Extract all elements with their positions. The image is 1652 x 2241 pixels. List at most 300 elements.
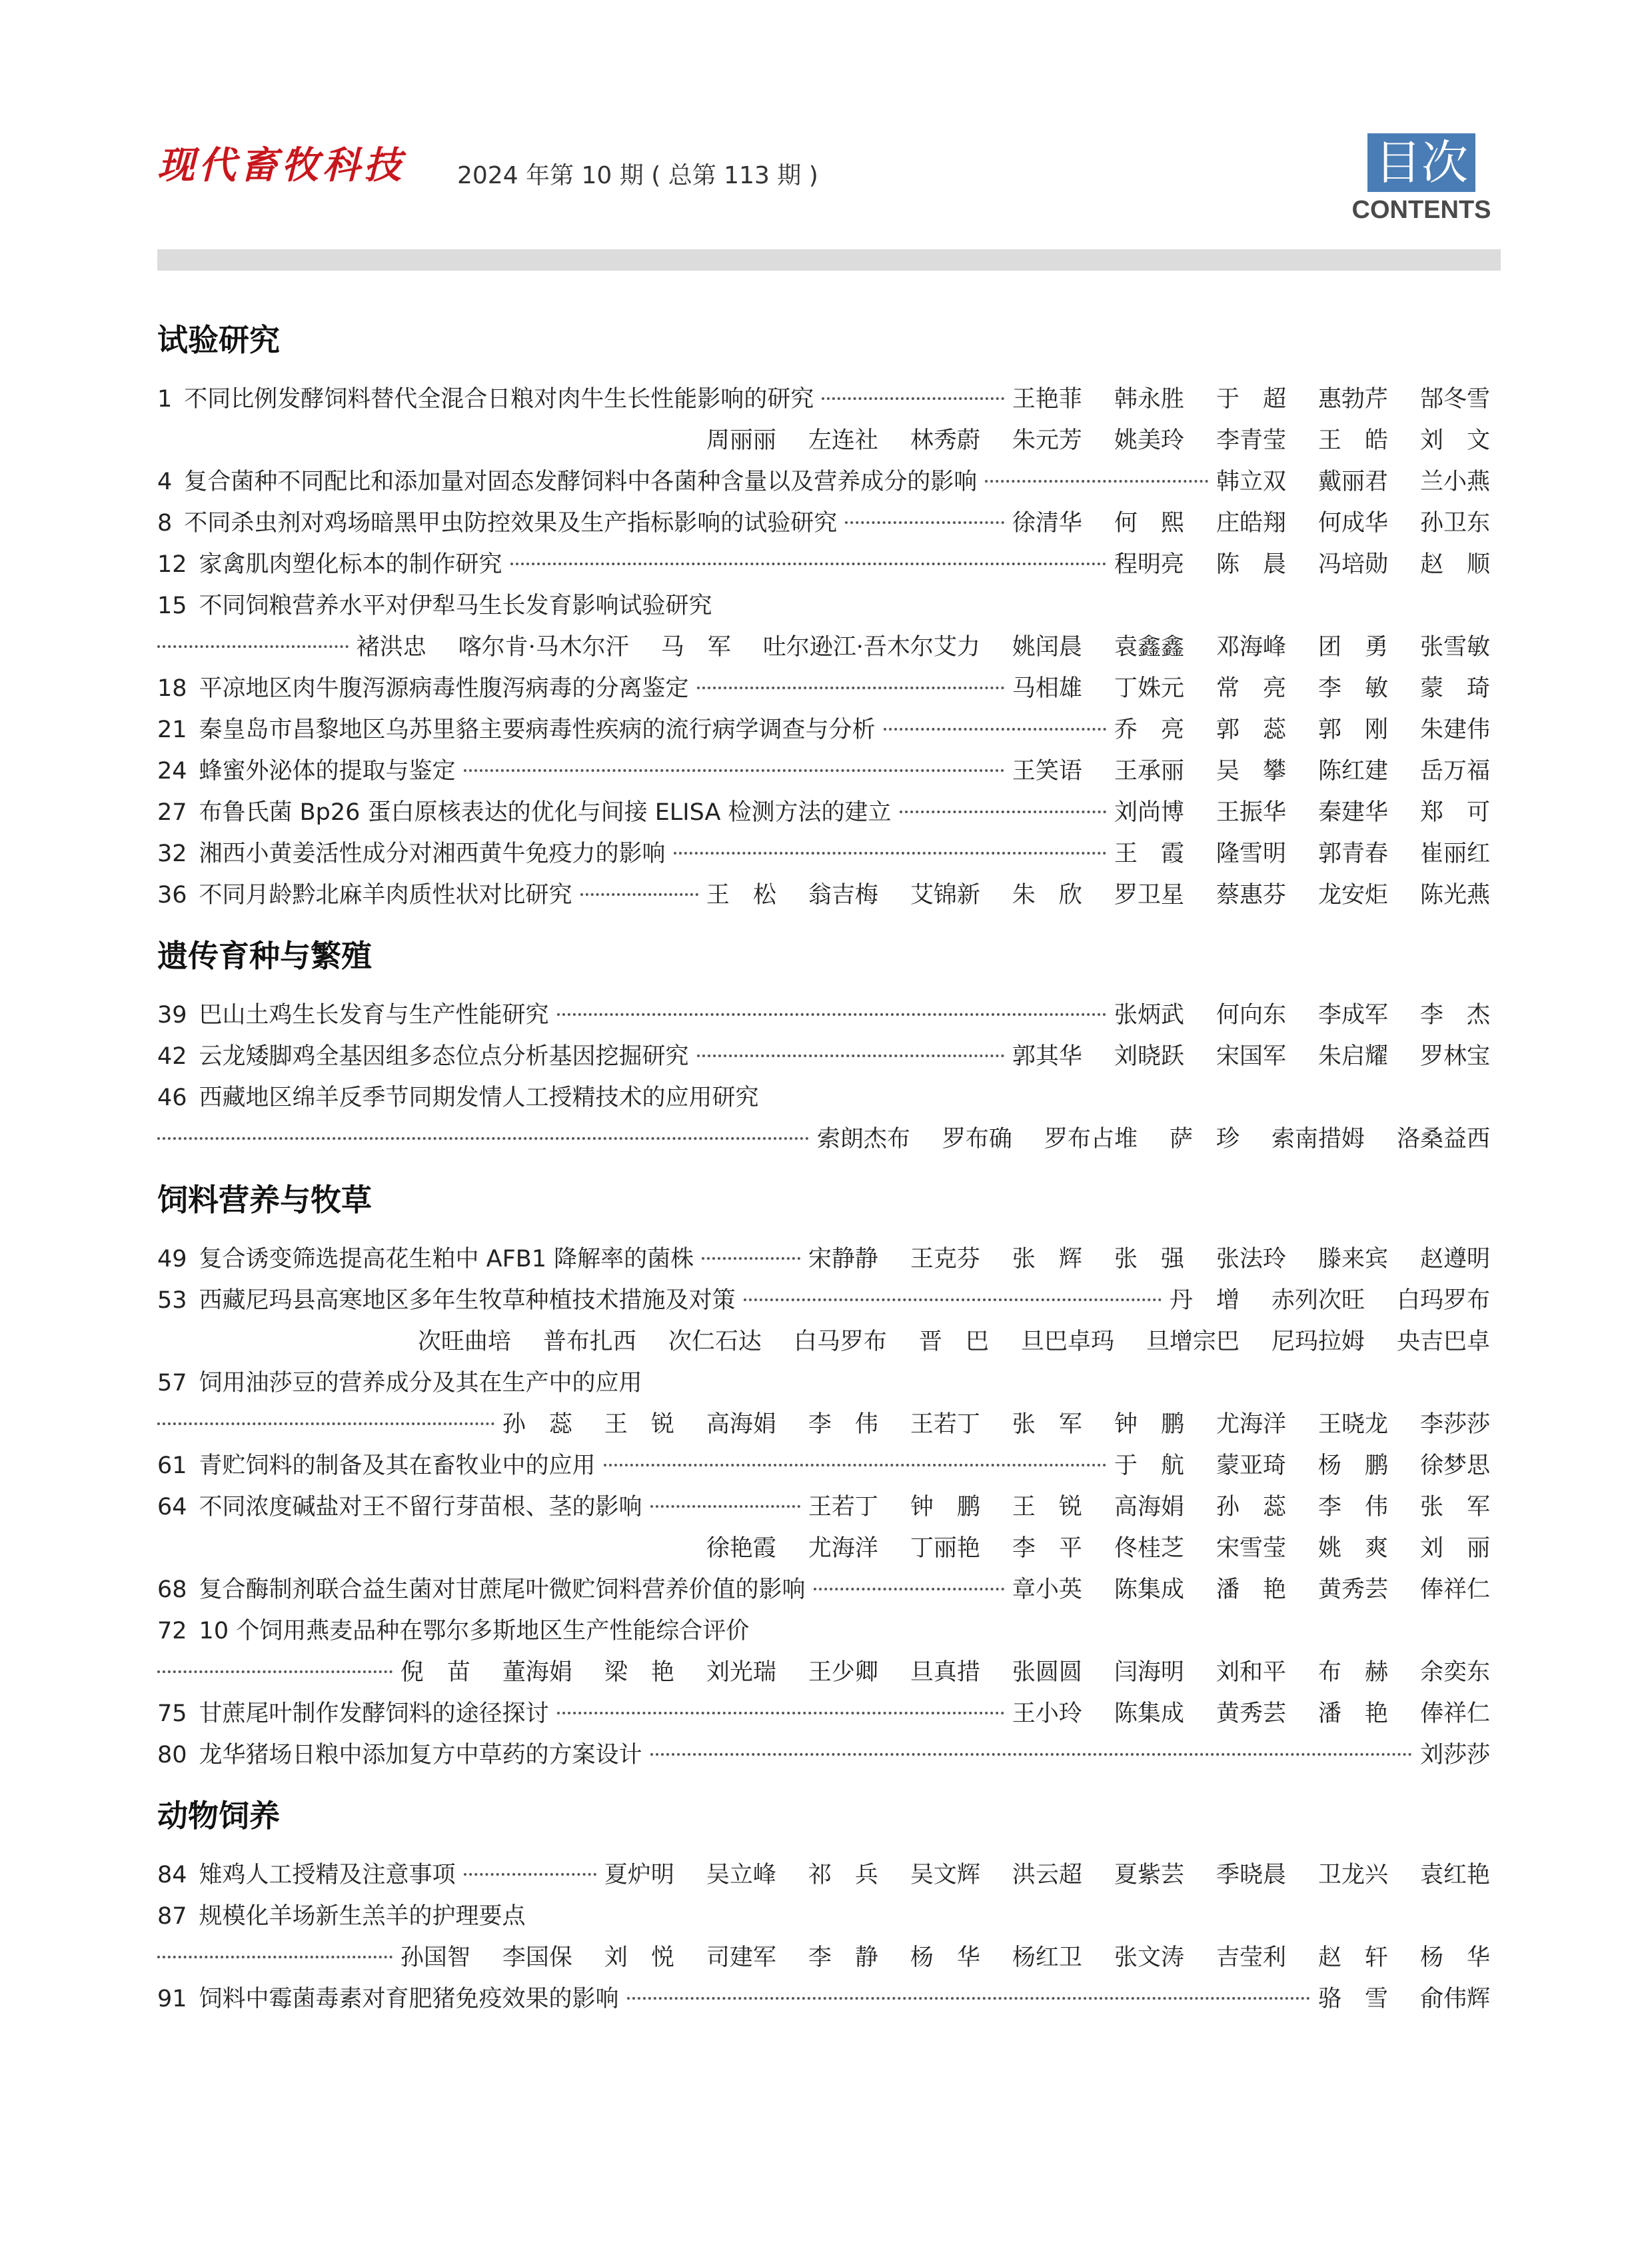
author-name: 刘晓跃: [1114, 1043, 1184, 1070]
author-name: 王小玲: [1012, 1700, 1082, 1727]
author-name: 李莎莎: [1419, 1411, 1490, 1438]
author-name: 杨 鹏: [1317, 1452, 1388, 1479]
author-name: 李 伟: [1317, 1494, 1388, 1520]
author-name: 高海娟: [706, 1411, 776, 1438]
article-title[interactable]: 布鲁氏菌 Bp26 蛋白原核表达的优化与间接 ELISA 检测方法的建立: [199, 799, 892, 826]
page-number: 72: [157, 1618, 187, 1644]
author-name: 郭青春: [1317, 841, 1388, 867]
author-name: 王承丽: [1114, 758, 1184, 785]
author-name: 晋 巴: [918, 1328, 989, 1355]
author-name: 萨 珍: [1169, 1126, 1239, 1152]
dot-leader: [604, 1464, 1106, 1466]
author-name: 祁 兵: [808, 1862, 878, 1888]
article-title[interactable]: 不同饲粮营养水平对伊犁马生长发育影响试验研究: [199, 593, 712, 619]
article-title[interactable]: 规模化羊场新生羔羊的护理要点: [199, 1903, 526, 1930]
author-name: 隆雪明: [1216, 841, 1286, 867]
author-name: 潘 艳: [1317, 1700, 1388, 1727]
author-name: 洛桑益西: [1396, 1126, 1490, 1152]
author-list: [1114, 792, 1490, 833]
author-name: 董海娟: [502, 1659, 572, 1686]
article-title[interactable]: 家禽肌肉塑化标本的制作研究: [199, 551, 502, 578]
article-title[interactable]: 不同比例发酵饲料替代全混合日粮对肉牛生长性能影响的研究: [184, 386, 814, 413]
page-number: 1: [157, 386, 173, 413]
article-title[interactable]: 秦皇岛市昌黎地区乌苏里貉主要病毒性疾病的流行病学调查与分析: [199, 717, 876, 743]
dot-leader: [557, 1712, 1004, 1714]
author-name: 索南措姆: [1271, 1126, 1365, 1152]
dot-leader: [157, 1670, 393, 1673]
author-list: [808, 1238, 1490, 1280]
author-name: 王 锐: [604, 1411, 674, 1438]
dot-leader: [157, 1137, 809, 1140]
toc-entry[interactable]: [157, 833, 1490, 875]
author-name: 何向东: [1216, 1002, 1286, 1029]
article-title[interactable]: 不同浓度碱盐对王不留行芽苗根、茎的影响: [199, 1494, 642, 1520]
toc-entry-continuation: [157, 1321, 1490, 1362]
page-number: 36: [157, 882, 187, 909]
author-name: 姚美玲: [1114, 427, 1184, 454]
author-name: 李国保: [502, 1944, 572, 1971]
author-name: 余奕东: [1419, 1659, 1490, 1686]
page-number: 80: [157, 1742, 187, 1768]
page-number: 84: [157, 1862, 187, 1888]
author-name: 陈集成: [1114, 1576, 1184, 1603]
author-name: 旦真措: [910, 1659, 980, 1686]
author-name: 蔡惠芬: [1216, 882, 1286, 909]
author-name: 李 平: [1012, 1535, 1082, 1562]
dot-leader: [557, 1013, 1106, 1016]
author-name: 央吉巴卓: [1396, 1328, 1490, 1355]
article-title[interactable]: 西藏地区绵羊反季节同期发情人工授精技术的应用研究: [199, 1085, 759, 1111]
author-name: 孙 蕊: [1216, 1494, 1286, 1520]
author-name: 杨红卫: [1012, 1944, 1082, 1971]
author-name: 庄皓翔: [1216, 510, 1286, 537]
author-name: 程明亮: [1114, 551, 1184, 578]
author-name: 季晓晨: [1216, 1862, 1286, 1888]
author-name: 崔丽红: [1419, 841, 1490, 867]
page-number: 15: [157, 593, 187, 619]
author-list: [706, 1528, 1490, 1569]
page-number: 42: [157, 1043, 187, 1070]
toc-entry[interactable]: [157, 1610, 1490, 1652]
author-name: 布 赫: [1317, 1659, 1388, 1686]
contents-label: CONTENTS: [1351, 196, 1491, 224]
author-name: 俸祥仁: [1419, 1700, 1490, 1727]
author-name: 白马罗布: [793, 1328, 887, 1355]
page-number: 75: [157, 1700, 187, 1727]
toc-entry[interactable]: [157, 875, 1490, 916]
author-name: 罗布确: [942, 1126, 1012, 1152]
author-name: 滕来宾: [1317, 1246, 1388, 1272]
dot-leader: [157, 1956, 393, 1958]
author-name: 吉莹利: [1216, 1944, 1286, 1971]
article-title[interactable]: 青贮饲料的制备及其在畜牧业中的应用: [199, 1452, 596, 1479]
author-name: 孙 蕊: [502, 1411, 572, 1438]
page-number: 18: [157, 675, 187, 702]
author-name: 褚洪忠: [356, 634, 426, 661]
toc-entry[interactable]: [157, 1445, 1490, 1486]
author-list: [1012, 379, 1490, 420]
author-list: [1012, 668, 1490, 709]
author-name: 倪 苗: [400, 1659, 470, 1686]
author-list: [706, 875, 1490, 916]
article-title[interactable]: 10 个饲用燕麦品种在鄂尔多斯地区生产性能综合评价: [199, 1618, 750, 1644]
author-name: 索朗杰布: [816, 1126, 910, 1152]
article-title[interactable]: 复合诱变筛选提高花生粕中 AFB1 降解率的菌株: [199, 1246, 694, 1272]
author-name: 周丽丽: [706, 427, 776, 454]
dot-leader: [650, 1753, 1412, 1756]
author-name: 潘 艳: [1216, 1576, 1286, 1603]
author-name: 马相雄: [1012, 675, 1082, 702]
toc-entry[interactable]: [157, 995, 1490, 1036]
author-name: 喀尔肯·马木尔汗: [458, 634, 629, 661]
dot-leader: [627, 1997, 1310, 2000]
author-name: 王若丁: [808, 1494, 878, 1520]
author-name: 张圆圆: [1012, 1659, 1082, 1686]
author-name: 朱 欣: [1012, 882, 1082, 909]
author-name: 李 杰: [1419, 1002, 1490, 1029]
author-name: 闫海明: [1114, 1659, 1184, 1686]
toc-entry[interactable]: [157, 1854, 1490, 1896]
author-name: 张炳武: [1114, 1002, 1184, 1029]
article-title[interactable]: 西藏尼玛县高寒地区多年生牧草种植技术措施及对策: [199, 1287, 736, 1314]
article-title[interactable]: 甘蔗尾叶制作发酵饲料的途径探讨: [199, 1700, 549, 1727]
author-name: 尤海洋: [808, 1535, 878, 1562]
author-name: 李成军: [1317, 1002, 1388, 1029]
author-name: 兰小燕: [1419, 469, 1490, 495]
author-name: 白玛罗布: [1396, 1287, 1490, 1314]
author-name: 郜冬雪: [1419, 386, 1490, 413]
article-title[interactable]: 不同月龄黔北麻羊肉质性状对比研究: [199, 882, 572, 909]
dot-leader: [697, 1055, 1004, 1057]
author-name: 李 敏: [1317, 675, 1388, 702]
page-number: 8: [157, 510, 173, 537]
article-title[interactable]: 云龙矮脚鸡全基因组多态位点分析基因挖掘研究: [199, 1043, 689, 1070]
author-name: 王 霞: [1114, 841, 1184, 867]
author-list: [418, 1321, 1490, 1362]
author-name: 王笑语: [1012, 758, 1082, 785]
dot-leader: [674, 852, 1106, 855]
author-name: 罗卫星: [1114, 882, 1184, 909]
toc-entry-continuation: [157, 1652, 1490, 1693]
author-name: 张文涛: [1114, 1944, 1184, 1971]
dot-leader: [900, 811, 1106, 813]
author-name: 孙国智: [400, 1944, 470, 1971]
header-divider-bar: [157, 249, 1501, 271]
toc-entry[interactable]: [157, 1734, 1490, 1776]
toc-entry-continuation: [157, 1119, 1490, 1160]
toc-entry[interactable]: [157, 1569, 1490, 1610]
toc-entry[interactable]: [157, 751, 1490, 792]
author-name: 宋静静: [808, 1246, 878, 1272]
toc-entry[interactable]: [157, 668, 1490, 709]
toc-entry[interactable]: [157, 1693, 1490, 1734]
dot-leader: [814, 1588, 1004, 1590]
toc-entry[interactable]: [157, 792, 1490, 833]
author-name: 徐梦思: [1419, 1452, 1490, 1479]
toc-entry[interactable]: [157, 1077, 1490, 1119]
article-title[interactable]: 湘西小黄姜活性成分对湘西黄牛免疫力的影响: [199, 841, 666, 867]
dot-leader: [510, 563, 1106, 565]
author-list: [1318, 1978, 1490, 2020]
author-name: 冯培勋: [1317, 551, 1388, 578]
author-name: 旦增宗巴: [1146, 1328, 1239, 1355]
author-name: 刘 悦: [604, 1944, 674, 1971]
author-name: 钟 鹏: [910, 1494, 980, 1520]
dot-leader: [157, 1422, 494, 1425]
dot-leader: [650, 1505, 800, 1508]
author-list: [1012, 1693, 1490, 1734]
author-name: 宋雪莹: [1216, 1535, 1286, 1562]
author-name: 艾锦新: [910, 882, 980, 909]
author-name: 李 静: [808, 1944, 878, 1971]
toc-entry-continuation: [157, 1404, 1490, 1445]
author-name: 孙卫东: [1419, 510, 1490, 537]
author-name: 刘尚博: [1114, 799, 1184, 826]
author-name: 罗林宝: [1419, 1043, 1490, 1070]
page-number: 4: [157, 469, 173, 495]
author-name: 乔 亮: [1114, 717, 1184, 743]
author-name: 袁红艳: [1419, 1862, 1490, 1888]
page-number: 87: [157, 1903, 187, 1930]
author-name: 陈光燕: [1419, 882, 1490, 909]
author-name: 于 超: [1216, 386, 1286, 413]
author-name: 吴文辉: [910, 1862, 980, 1888]
author-name: 陈集成: [1114, 1700, 1184, 1727]
author-name: 朱元芳: [1012, 427, 1082, 454]
author-name: 张法玲: [1216, 1246, 1286, 1272]
author-name: 郭其华: [1012, 1043, 1082, 1070]
author-name: 赵 顺: [1419, 551, 1490, 578]
author-name: 赵 轩: [1317, 1944, 1388, 1971]
author-list: [1012, 1569, 1490, 1610]
author-name: 郭 刚: [1317, 717, 1388, 743]
dot-leader: [580, 893, 698, 896]
article-title[interactable]: 蜂蜜外泌体的提取与鉴定: [199, 758, 456, 785]
author-name: 何 熙: [1114, 510, 1184, 537]
author-name: 钟 鹏: [1114, 1411, 1184, 1438]
author-name: 徐艳霞: [706, 1535, 776, 1562]
author-name: 陈红建: [1317, 758, 1388, 785]
section-heading: 试验研究: [157, 322, 280, 358]
author-name: 宋国军: [1216, 1043, 1286, 1070]
toc-entry[interactable]: [157, 379, 1490, 420]
author-name: 杨 华: [910, 1944, 980, 1971]
article-title[interactable]: 平凉地区肉牛腹泻源病毒性腹泻病毒的分离鉴定: [199, 675, 689, 702]
dot-leader: [702, 1257, 800, 1260]
article-title[interactable]: 复合菌种不同配比和添加量对固态发酵饲料中各菌种含量以及营养成分的影响: [184, 469, 978, 495]
author-name: 丹 增: [1169, 1287, 1239, 1314]
contents-badge: 目次: [1367, 133, 1475, 192]
page-number: 27: [157, 799, 187, 826]
author-list: [808, 1486, 1490, 1528]
toc-entry[interactable]: [157, 461, 1490, 503]
page-number: 53: [157, 1287, 187, 1314]
author-name: 韩永胜: [1114, 386, 1184, 413]
toc-entry[interactable]: [157, 1896, 1490, 1937]
author-name: 罗布占堆: [1044, 1126, 1138, 1152]
dot-leader: [985, 480, 1208, 483]
author-name: 张 军: [1012, 1411, 1082, 1438]
author-name: 何成华: [1317, 510, 1388, 537]
toc-entry[interactable]: [157, 585, 1490, 627]
toc-entry[interactable]: [157, 1036, 1490, 1077]
author-list: [357, 627, 1490, 668]
toc-entry[interactable]: [157, 1486, 1490, 1528]
article-title[interactable]: 饲用油莎豆的营养成分及其在生产中的应用: [199, 1370, 642, 1396]
author-name: 陈 晨: [1216, 551, 1286, 578]
toc-entry[interactable]: [157, 1238, 1490, 1280]
author-name: 夏紫芸: [1114, 1862, 1184, 1888]
author-name: 袁鑫鑫: [1114, 634, 1184, 661]
author-name: 吴 攀: [1216, 758, 1286, 785]
author-list: [1216, 461, 1490, 503]
author-name: 李 伟: [808, 1411, 878, 1438]
article-title[interactable]: 饲料中霉菌毒素对育肥猪免疫效果的影响: [199, 1986, 619, 2012]
author-list: [502, 1404, 1490, 1445]
author-name: 王 锐: [1012, 1494, 1082, 1520]
author-name: 常 亮: [1216, 675, 1286, 702]
author-name: 旦巴卓玛: [1020, 1328, 1114, 1355]
author-name: 吐尔逊江·吾木尔艾力: [762, 634, 980, 661]
dot-leader: [697, 687, 1004, 689]
dot-leader: [464, 769, 1004, 772]
article-title[interactable]: 雉鸡人工授精及注意事项: [199, 1862, 456, 1888]
author-list: [401, 1652, 1490, 1693]
author-name: 姚闰晨: [1012, 634, 1082, 661]
author-name: 黄秀芸: [1317, 1576, 1388, 1603]
toc-entry[interactable]: [157, 503, 1490, 544]
author-list: [706, 420, 1490, 461]
section-heading: 遗传育种与繁殖: [157, 938, 372, 974]
author-name: 俸祥仁: [1419, 1576, 1490, 1603]
page-number: 12: [157, 551, 187, 578]
article-title[interactable]: 龙华猪场日粮中添加复方中草药的方案设计: [199, 1742, 642, 1768]
author-name: 郑 可: [1419, 799, 1490, 826]
toc-entry-continuation: [157, 1937, 1490, 1978]
author-name: 黄秀芸: [1216, 1700, 1286, 1727]
author-name: 章小英: [1012, 1576, 1082, 1603]
author-name: 次旺曲培: [417, 1328, 511, 1355]
author-name: 骆 雪: [1317, 1986, 1388, 2012]
toc-entry[interactable]: [157, 1362, 1490, 1404]
page-number: 49: [157, 1246, 187, 1272]
page-number: 21: [157, 717, 187, 743]
author-name: 王振华: [1216, 799, 1286, 826]
author-name: 王若丁: [910, 1411, 980, 1438]
author-name: 龙安炬: [1317, 882, 1388, 909]
author-name: 刘 丽: [1419, 1535, 1490, 1562]
author-name: 张 军: [1419, 1494, 1490, 1520]
author-name: 赵遵明: [1419, 1246, 1490, 1272]
author-name: 蒙 琦: [1419, 675, 1490, 702]
section-heading: 动物饲养: [157, 1798, 280, 1834]
author-list: [1114, 709, 1490, 751]
dot-leader: [845, 521, 1004, 524]
author-list: [401, 1937, 1490, 1978]
author-name: 姚 爽: [1317, 1535, 1388, 1562]
author-name: 团 勇: [1317, 634, 1388, 661]
author-name: 翁吉梅: [808, 882, 878, 909]
author-name: 张 强: [1114, 1246, 1184, 1272]
author-name: 丁丽艳: [910, 1535, 980, 1562]
toc-entry[interactable]: [157, 1280, 1490, 1321]
author-name: 郭 蕊: [1216, 717, 1286, 743]
author-name: 卫龙兴: [1317, 1862, 1388, 1888]
article-title[interactable]: 巴山土鸡生长发育与生产性能研究: [199, 1002, 549, 1029]
dot-leader: [744, 1298, 1162, 1301]
author-name: 王晓龙: [1317, 1411, 1388, 1438]
author-name: 左连社: [808, 427, 878, 454]
author-name: 韩立双: [1216, 469, 1286, 495]
toc-entry-continuation: [157, 1528, 1490, 1569]
author-name: 蒙亚琦: [1216, 1452, 1286, 1479]
article-title[interactable]: 不同杀虫剂对鸡场暗黑甲虫防控效果及生产指标影响的试验研究: [184, 510, 838, 537]
article-title[interactable]: 复合酶制剂联合益生菌对甘蔗尾叶微贮饲料营养价值的影响: [199, 1576, 806, 1603]
dot-leader: [464, 1873, 596, 1876]
author-list: [1012, 1036, 1490, 1077]
dot-leader: [884, 728, 1106, 731]
toc-entry[interactable]: [157, 544, 1490, 585]
author-name: 杨 华: [1419, 1944, 1490, 1971]
author-list: [1012, 751, 1490, 792]
author-name: 刘莎莎: [1419, 1742, 1490, 1768]
author-name: 戴丽君: [1317, 469, 1388, 495]
journal-logo: 现代畜牧科技: [157, 143, 405, 187]
author-list: [1170, 1280, 1490, 1321]
dot-leader: [822, 397, 1004, 400]
author-name: 于 航: [1114, 1452, 1184, 1479]
author-name: 次仁石达: [668, 1328, 762, 1355]
section-heading: 饲料营养与牧草: [157, 1182, 372, 1218]
author-name: 刘光瑞: [706, 1659, 776, 1686]
page-number: 32: [157, 841, 187, 867]
page-number: 57: [157, 1370, 187, 1396]
toc-entry-continuation: [157, 420, 1490, 461]
author-list: [1114, 995, 1490, 1036]
author-name: 徐清华: [1012, 510, 1082, 537]
author-name: 赤列次旺: [1271, 1287, 1365, 1314]
author-name: 张雪敏: [1419, 634, 1490, 661]
author-name: 佟桂芝: [1114, 1535, 1184, 1562]
page-number: 46: [157, 1085, 187, 1111]
author-name: 普布扎西: [542, 1328, 636, 1355]
issue-info: 2024 年第 10 期 ( 总第 113 期 ): [457, 162, 818, 189]
author-list: [1012, 503, 1490, 544]
toc-entry[interactable]: [157, 709, 1490, 751]
author-name: 俞伟辉: [1419, 1986, 1490, 2012]
author-name: 李青莹: [1216, 427, 1286, 454]
page-number: 24: [157, 758, 187, 785]
author-list: [1420, 1734, 1490, 1776]
author-name: 夏炉明: [604, 1862, 674, 1888]
author-name: 王克芬: [910, 1246, 980, 1272]
author-name: 王 松: [706, 882, 776, 909]
author-name: 张 辉: [1012, 1246, 1082, 1272]
page-number: 68: [157, 1576, 187, 1603]
author-list: [817, 1119, 1490, 1160]
author-name: 马 军: [660, 634, 731, 661]
author-name: 王少卿: [808, 1659, 878, 1686]
author-list: [1114, 544, 1490, 585]
author-name: 邓海峰: [1216, 634, 1286, 661]
author-name: 丁姝元: [1114, 675, 1184, 702]
author-name: 洪云超: [1012, 1862, 1082, 1888]
author-name: 朱启耀: [1317, 1043, 1388, 1070]
author-name: 司建军: [706, 1944, 776, 1971]
toc-entry[interactable]: [157, 1978, 1490, 2020]
author-name: 刘 文: [1419, 427, 1490, 454]
author-name: 岳万福: [1419, 758, 1490, 785]
